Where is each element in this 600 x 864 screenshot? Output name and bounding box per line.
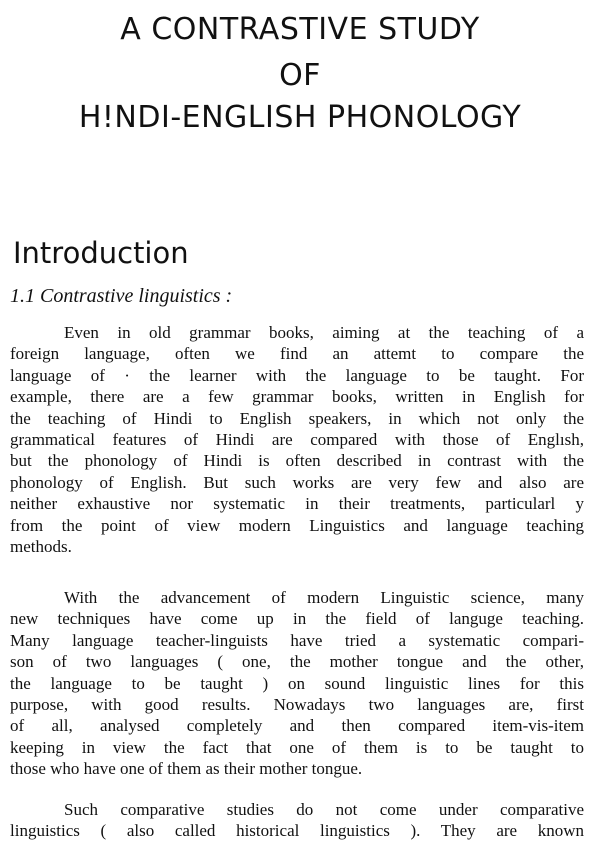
- paragraph-line: foreign language, often we find an attemt to compare the: [10, 344, 584, 364]
- book-title-line-3: H!NDI-ENGLISH PHONOLOGY: [78, 100, 522, 135]
- book-title-line-2: OF: [279, 58, 321, 93]
- paragraph-line: son of two languages ( one, the mother tongue and the other,: [10, 652, 584, 672]
- paragraph-line: Such comparative studies do not come under comparative: [64, 800, 584, 819]
- paragraph-line: example, there are a few grammar books, written in English for: [10, 387, 584, 407]
- paragraph-3: [10, 799, 584, 842]
- section-heading: Introduction: [13, 236, 189, 270]
- paragraph-line: of all, analysed completely and then compared item-vis-item: [10, 716, 584, 736]
- subsection-heading: 1.1 Contrastive linguistics :: [10, 285, 233, 307]
- paragraph-line: Many language teacher-linguists have tried a systematic compari-: [10, 630, 584, 650]
- paragraph-line: With the advancement of modern Linguistic science, many: [64, 588, 584, 607]
- paragraph-line: the teaching of Hindi to English speakers, in which not only the: [10, 408, 584, 428]
- paragraph-line: those who have one of them as their mother tongue.: [10, 759, 363, 779]
- paragraph-2: [10, 587, 584, 780]
- paragraph-line: neither exhaustive nor systematic in their treatments, particularl y: [10, 494, 584, 514]
- paragraph-line: phonology of English. But such works are very few and also are: [10, 472, 584, 492]
- paragraph-line: but the phonology of Hindi is often described in contrast with the: [10, 451, 584, 471]
- paragraph-line: the language to be taught ) on sound linguistic lines for this: [10, 673, 584, 693]
- paragraph-line: grammatical features of Hindi are compared with those of Englısh,: [10, 429, 584, 449]
- book-title-line-1: A CONTRASTIVE STUDY: [120, 12, 480, 47]
- paragraph-line: Even in old grammar books, aiming at the teaching of a: [64, 323, 584, 342]
- paragraph-1: [10, 322, 584, 557]
- paragraph-line: methods.: [10, 536, 72, 556]
- paragraph-line: linguistics ( also called historical linguistics ). They are known: [10, 821, 584, 841]
- paragraph-line: purpose, with good results. Nowadays two languages are, first: [10, 694, 584, 714]
- paragraph-line: from the point of view modern Linguistics and language teaching: [10, 515, 584, 535]
- paragraph-line: new techniques have come up in the field of languge teaching.: [10, 609, 584, 629]
- paragraph-line: language of · the learner with the language to be taught. For: [10, 365, 584, 385]
- paragraph-line: keeping in view the fact that one of them is to be taught to: [10, 737, 584, 757]
